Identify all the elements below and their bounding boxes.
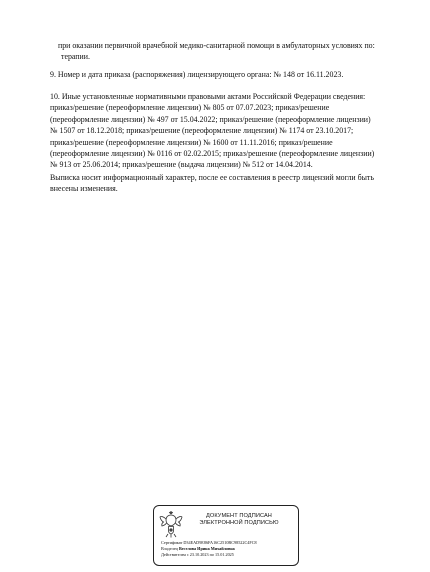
item-10-line: приказ/решение (переоформление лицензии) № 1600 от 11.11.2016; приказ/решение bbox=[50, 137, 333, 147]
stamp-title bbox=[182, 513, 296, 527]
item-10-other-info bbox=[50, 91, 410, 171]
stamp-details bbox=[161, 540, 296, 559]
item-8-line: терапии. bbox=[61, 52, 90, 62]
item-8-line: при оказании первичной врачебной медико-санитарной помощи в амбулаторных условиях по: bbox=[58, 41, 375, 50]
certificate-label: Сертификат bbox=[161, 540, 183, 545]
item-10-line: № 1507 от 18.12.2018; приказ/решение (переоформление лицензии) № 1174 от 23.10.2017; bbox=[50, 126, 354, 136]
owner-value: Веселова Ирина Михайловна bbox=[178, 546, 235, 552]
item-10-line: (переоформление лицензии) № 0116 от 02.02.2015; приказ/решение (переоформление лицензии) bbox=[50, 149, 375, 159]
certificate-value: D34EAD9E86FA16C2510BC98522C4FC8 bbox=[183, 540, 257, 545]
validity-value: с 23.10.2023 по 15.01.2025 bbox=[186, 552, 234, 558]
electronic-signature-stamp bbox=[153, 505, 299, 566]
item-9-order bbox=[50, 69, 410, 80]
coat-of-arms-icon bbox=[159, 511, 183, 538]
notice-line: внесены изменения. bbox=[50, 184, 118, 194]
item-10-line: (переоформление лицензии) № 497 от 15.04.2022; приказ/решение (переоформление лицензии) bbox=[50, 114, 371, 124]
item-9-line: 9. Номер и дата приказа (распоряжения) лицензирующего органа: № 148 от 16.11.2023. bbox=[50, 70, 344, 79]
item-10-line: № 913 от 25.06.2014; приказ/решение (выдача лицензии) № 512 от 14.04.2014. bbox=[50, 160, 313, 170]
stamp-title-line: ЭЛЕКТРОННОЙ ПОДПИСЬЮ bbox=[199, 520, 279, 526]
validity-row bbox=[161, 552, 296, 558]
notice-line: Выписка носит информационный характер, после ее составления в реестр лицензий могли быть bbox=[50, 173, 374, 182]
item-8-continuation bbox=[58, 40, 410, 63]
stamp-title-line: ДОКУМЕНТ ПОДПИСАН bbox=[206, 513, 272, 519]
item-10-line: приказ/решение (переоформление лицензии) № 805 от 07.07.2023; приказ/решение bbox=[50, 103, 330, 113]
item-10-line: 10. Иные установленные нормативными правовыми актами Российской Федерации сведения: bbox=[50, 92, 366, 101]
informational-notice bbox=[50, 172, 410, 195]
owner-label: Владелец bbox=[161, 546, 178, 552]
validity-label: Действителен bbox=[161, 552, 186, 558]
